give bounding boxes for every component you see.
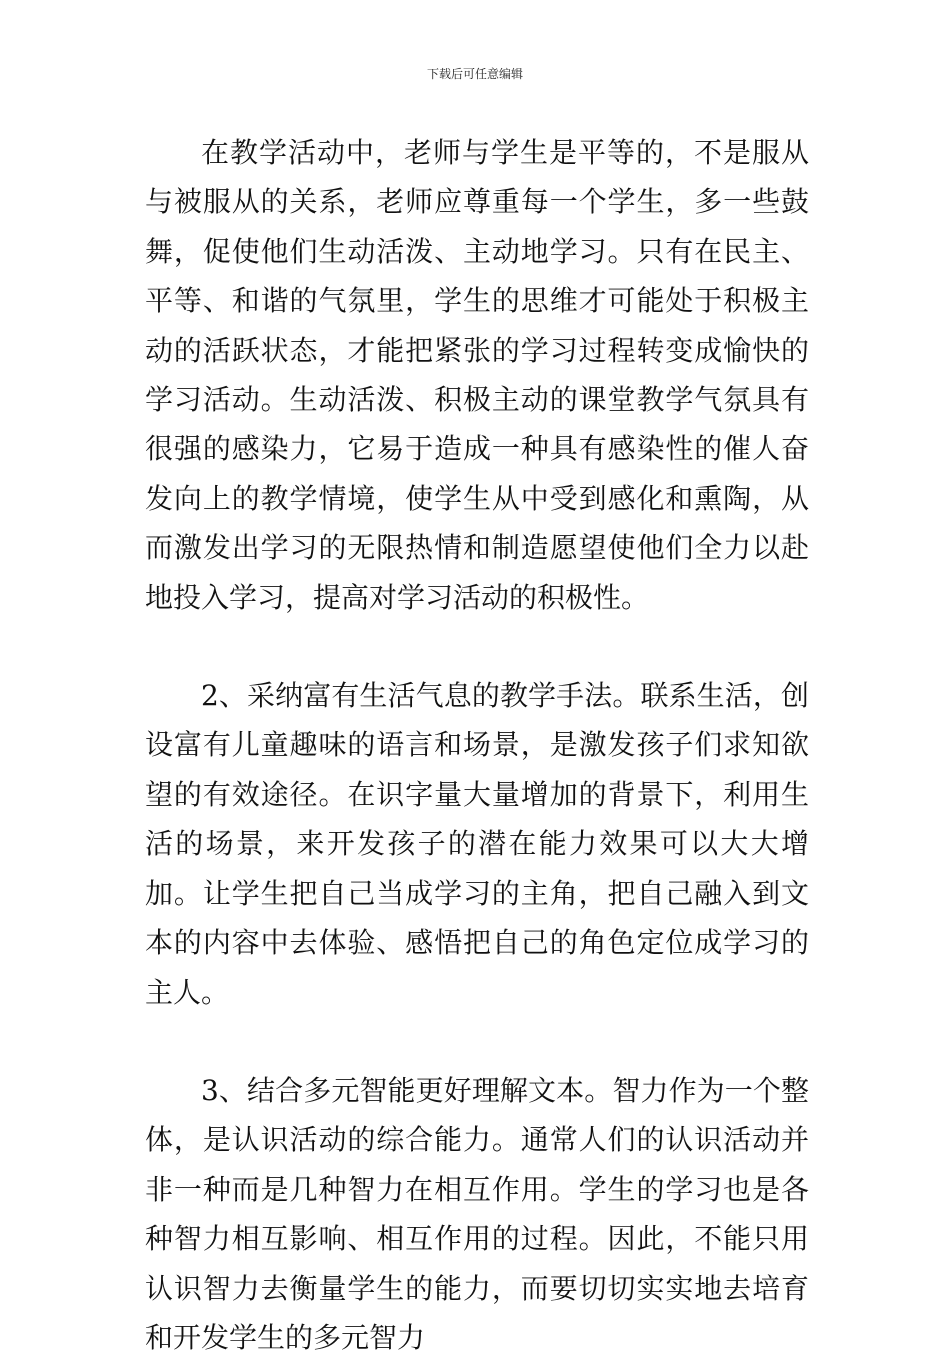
- paragraph-multiple-intelligences: 3、结合多元智能更好理解文本。智力作为一个整体，是认识活动的综合能力。通常人们的认识活动并非一种而是几种智力在相互作用。学生的学习也是各种智力相互影响、相互作用的过程。因此，不能只用认识智力去衡量学生的能力，而要切切实实地去培育和开发学生的多元智力: [145, 1073, 809, 1354]
- header-note: 下载后可任意编辑: [426, 67, 523, 81]
- document-body: [145, 128, 809, 1362]
- paragraph-life-teaching-method: 2、采纳富有生活气息的教学手法。联系生活，创设富有儿童趣味的语言和场景，是激发孩子们求知欲望的有效途径。在识字量大量增加的背景下，利用生活的场景，来开发孩子的潜在能力效果可以大大增加。让学生把自己当成学习的主角，把自己融入到文本的内容中去体验、感悟把自己的角色定位成学习的主人。: [145, 679, 809, 1009]
- paragraph-classroom-atmosphere: 在教学活动中，老师与学生是平等的，不是服从与被服从的关系，老师应尊重每一个学生，多一些鼓舞，促使他们生动活泼、主动地学习。只有在民主、平等、和谐的气氛里，学生的思维才可能处于积极主动的活跃状态，才能把紧张的学习过程转变成愉快的学习活动。生动活泼、积极主动的课堂教学气氛具有很强的感染力，它易于造成一种具有感染性的催人奋发向上的教学情境，使学生从中受到感化和熏陶，从而激发出学习的无限热情和制造愿望使他们全力以赴地投入学习，提高对学习活动的积极性。: [145, 136, 809, 614]
